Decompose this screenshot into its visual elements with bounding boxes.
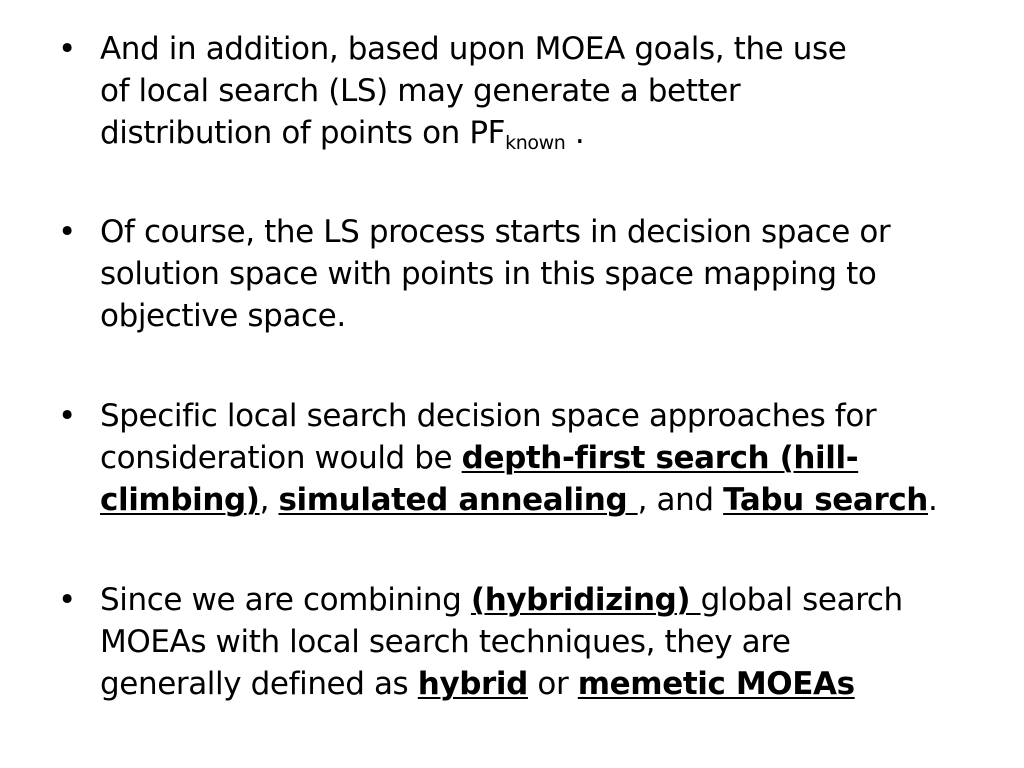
text-line — [100, 479, 1000, 521]
term-memetic-moeas: memetic MOEAs — [577, 666, 855, 702]
text-span: , and — [637, 482, 724, 518]
text-span: . — [927, 482, 938, 518]
term-depth-first-search: depth-first search (hill- — [461, 440, 859, 476]
text-span: or — [527, 666, 578, 702]
text-span: solution space with points in this space mapping to — [100, 256, 877, 292]
text-line — [100, 28, 1000, 70]
text-span: , — [259, 482, 279, 518]
bullet-marker: • — [58, 582, 76, 618]
text-line — [100, 437, 1000, 479]
text-span: consideration would be — [100, 440, 462, 476]
text-line — [100, 211, 1000, 253]
text-line — [100, 395, 1000, 437]
bullet-marker: • — [58, 31, 76, 67]
term-hybridizing: (hybridizing) — [470, 582, 701, 618]
text-line — [100, 621, 1000, 663]
bullet-marker: • — [58, 214, 76, 250]
text-span: global search — [700, 582, 903, 618]
bullet-text — [100, 579, 1000, 705]
text-span: objective space. — [100, 298, 346, 334]
bullet-marker: • — [58, 398, 76, 434]
text-line — [100, 253, 1000, 295]
text-span: And in addition, based upon MOEA goals, the use — [100, 31, 847, 67]
text-line — [100, 70, 1000, 112]
text-line — [100, 663, 1000, 705]
text-span: Specific local search decision space approaches for — [100, 398, 877, 434]
bullet-text — [100, 211, 1000, 337]
text-line — [100, 579, 1000, 621]
term-hybrid: hybrid — [417, 666, 528, 702]
term-climbing: climbing) — [100, 482, 260, 518]
text-span: generally defined as — [100, 666, 418, 702]
bullet-text — [100, 28, 1000, 164]
text-span: Since we are combining — [100, 582, 471, 618]
term-simulated-annealing: simulated annealing — [278, 482, 638, 518]
text-line — [100, 295, 1000, 337]
text-span: MOEAs with local search techniques, they are — [100, 624, 791, 660]
term-tabu-search: Tabu search — [723, 482, 928, 518]
text-line — [100, 112, 1000, 164]
text-span: distribution of points on PF — [100, 115, 506, 151]
subscript-known: known — [505, 132, 566, 154]
bullet-text — [100, 395, 1000, 521]
text-span: of local search (LS) may generate a better — [100, 73, 741, 109]
text-span: Of course, the LS process starts in decision space or — [100, 214, 891, 250]
text-span: . — [565, 115, 585, 151]
